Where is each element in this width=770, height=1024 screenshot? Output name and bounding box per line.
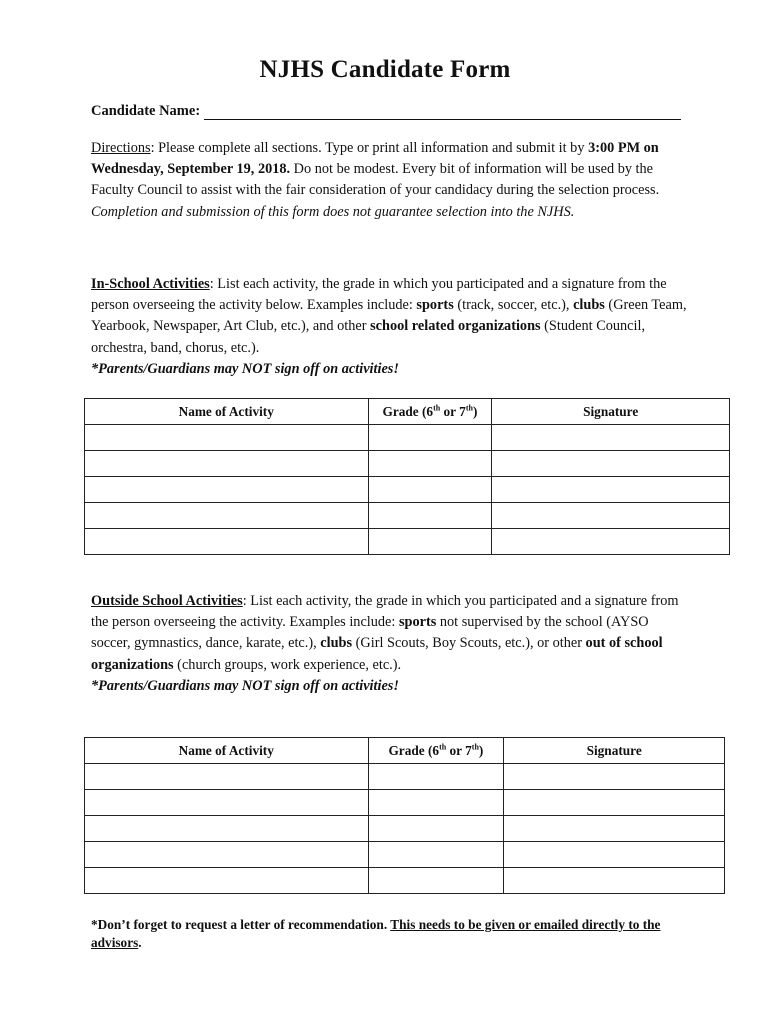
signature-cell[interactable] — [504, 790, 725, 816]
activity-name-cell[interactable] — [85, 816, 369, 842]
candidate-name-field[interactable] — [204, 105, 681, 120]
outside-school-clubs: clubs — [320, 635, 353, 652]
activity-name-cell[interactable] — [85, 790, 369, 816]
signature-cell[interactable] — [504, 816, 725, 842]
outside-school-text-3: (Girl Scouts, Boy Scouts, etc.), or other — [352, 635, 586, 652]
deadline-text: 3:00 PM on Wednesday, September 19, 2018. — [91, 140, 659, 178]
directions-text-2: Do not be modest. Every bit of information will be used by the Faculty Council to assist with the fair consideration of your candidacy during the selection process. — [91, 161, 660, 199]
grade-cell[interactable] — [368, 842, 504, 868]
outside-school-activities-table — [84, 737, 725, 894]
footer-text: *Don’t forget to request a letter of recommendation. — [91, 917, 391, 932]
activity-name-cell[interactable] — [85, 503, 369, 529]
activity-name-cell[interactable] — [85, 425, 369, 451]
table-header-row — [85, 399, 730, 425]
header-grade: Grade (6th or 7th) — [368, 738, 504, 764]
footer-underlined-text: This needs to be given or emailed directly to the advisors — [91, 917, 661, 950]
signature-cell[interactable] — [492, 503, 730, 529]
outside-school-paragraph — [91, 591, 691, 697]
signature-cell[interactable] — [492, 451, 730, 477]
grade-cell[interactable] — [368, 790, 504, 816]
table-row — [85, 503, 730, 529]
signature-cell[interactable] — [504, 842, 725, 868]
grade-cell[interactable] — [368, 529, 492, 555]
in-school-activities-table — [84, 398, 730, 555]
signature-cell[interactable] — [492, 477, 730, 503]
signature-cell[interactable] — [504, 764, 725, 790]
footer-note — [91, 916, 691, 952]
grade-cell[interactable] — [368, 764, 504, 790]
activity-name-cell[interactable] — [85, 451, 369, 477]
in-school-clubs: clubs — [573, 297, 605, 314]
table-row — [85, 477, 730, 503]
header-grade: Grade (6th or 7th) — [368, 399, 492, 425]
header-signature: Signature — [504, 738, 725, 764]
table-row — [85, 764, 725, 790]
grade-cell[interactable] — [368, 451, 492, 477]
in-school-heading: In-School Activities — [91, 276, 210, 292]
candidate-name-row — [91, 103, 681, 120]
grade-cell[interactable] — [368, 425, 492, 451]
in-school-orgs: school related organizations — [370, 318, 541, 335]
table-row — [85, 425, 730, 451]
activity-name-cell[interactable] — [85, 868, 369, 894]
in-school-text-2: (track, soccer, etc.), — [453, 297, 574, 314]
in-school-text-1: : List each activity, the grade in which you participated and a signature from the person overseeing the activity below. Examples include: — [91, 276, 667, 314]
grade-cell[interactable] — [368, 868, 504, 894]
activity-name-cell[interactable] — [85, 477, 369, 503]
activity-name-cell[interactable] — [85, 764, 369, 790]
grade-cell[interactable] — [368, 816, 504, 842]
directions-label: Directions — [91, 140, 151, 156]
in-school-sports: sports — [416, 297, 454, 314]
footer-end: . — [138, 935, 142, 950]
disclaimer-text: Completion and submission of this form does not guarantee selection into the NJHS. — [91, 203, 575, 220]
activity-name-cell[interactable] — [85, 842, 369, 868]
header-signature: Signature — [492, 399, 730, 425]
table-header-row — [85, 738, 725, 764]
table-row — [85, 842, 725, 868]
header-name-of-activity: Name of Activity — [85, 399, 369, 425]
signature-cell[interactable] — [492, 425, 730, 451]
in-school-text-4: (Student Council, orchestra, band, chorus, etc.). — [91, 318, 646, 356]
table-row — [85, 529, 730, 555]
table-row — [85, 790, 725, 816]
header-name-of-activity: Name of Activity — [85, 738, 369, 764]
in-school-text-3: (Green Team, Yearbook, Newspaper, Art Club, etc.), and other — [91, 297, 687, 335]
signature-cell[interactable] — [504, 868, 725, 894]
outside-school-text-2: not supervised by the school (AYSO soccer, gymnastics, dance, karate, etc.), — [91, 614, 649, 652]
grade-cell[interactable] — [368, 503, 492, 529]
outside-school-heading: Outside School Activities — [91, 593, 243, 609]
outside-school-warning: *Parents/Guardians may NOT sign off on activities! — [91, 677, 399, 694]
outside-school-text-4: (church groups, work experience, etc.). — [173, 656, 402, 673]
table-row — [85, 816, 725, 842]
candidate-name-label: Candidate Name: — [91, 103, 201, 119]
page-title: NJHS Candidate Form — [259, 56, 511, 83]
signature-cell[interactable] — [492, 529, 730, 555]
directions-paragraph — [91, 138, 691, 223]
outside-school-text-1: : List each activity, the grade in which you participated and a signature from the person overseeing the activity. Examples include: — [91, 593, 679, 631]
activity-name-cell[interactable] — [85, 529, 369, 555]
in-school-warning: *Parents/Guardians may NOT sign off on activities! — [91, 360, 399, 377]
grade-cell[interactable] — [368, 477, 492, 503]
outside-school-orgs: out of school organizations — [91, 635, 663, 673]
table-row — [85, 451, 730, 477]
in-school-paragraph — [91, 274, 691, 380]
directions-text: : Please complete all sections. Type or print all information and submit it by — [150, 140, 585, 156]
outside-school-sports: sports — [398, 614, 437, 631]
table-row — [85, 868, 725, 894]
